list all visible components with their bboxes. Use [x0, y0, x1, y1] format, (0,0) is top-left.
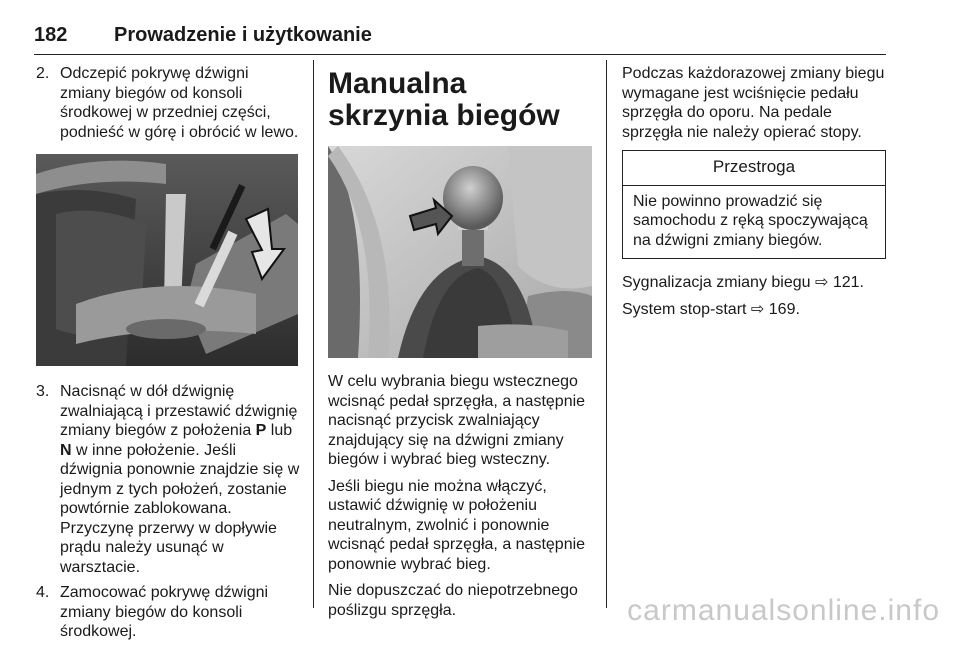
paragraph: W celu wybrania biegu wstecznego wcisnąć pedał sprzęgła, a następnie nacisnąć przycisk zwalniający znajdujący się na dźwigni zmiany biegów i wybrać bieg wsteczny. — [328, 373, 586, 468]
gear-position-n: N — [60, 441, 72, 459]
paragraph: Nie dopuszczać do niepotrzebnego poślizgu sprzęgła. — [328, 582, 578, 619]
column-divider — [606, 60, 607, 608]
step-text-part: w inne położenie. Jeśli dźwignia ponownie znajdzie się w jednym z tych położeń, zostanie powtórnie zablokowana. Przyczynę przerwy w dopływie prądu należy usunąć w warsztacie. — [60, 441, 300, 576]
column-divider — [313, 60, 314, 608]
step-4 — [36, 583, 300, 642]
step-2 — [36, 64, 300, 142]
manual-gear-lever-illustration — [328, 146, 592, 358]
caution-text: Nie powinno prowadzić się samochodu z ręką spoczywającą na dźwigni zmiany biegów. — [633, 192, 868, 249]
step-text: Zamocować pokrywę dźwigni zmiany biegów do konsoli środkowej. — [60, 584, 269, 640]
caution-title: Przestroga — [623, 151, 885, 186]
step-text — [60, 382, 300, 577]
page-header — [34, 24, 886, 55]
step-number: 2. — [36, 65, 50, 82]
cross-reference — [622, 300, 888, 320]
step-text-part: Nacisnąć w dół dźwignię zwalniającą i przestawić dźwignię zmiany biegów z położenia — [60, 383, 298, 439]
page-reference-arrow-icon: ⇨ — [750, 300, 765, 318]
cross-reference — [622, 273, 888, 293]
section-heading: Manualna skrzynia biegów — [328, 67, 560, 132]
column-2 — [328, 64, 594, 627]
step-text-part: lub — [266, 422, 293, 439]
page-title: Prowadzenie i użytkowanie — [114, 24, 372, 46]
step-number: 4. — [36, 584, 50, 601]
step-3 — [36, 382, 300, 577]
cross-reference-page: 121. — [828, 274, 864, 291]
caution-box — [622, 150, 886, 259]
watermark: carmanualsonline.info — [627, 594, 940, 627]
cross-reference-label: System stop-start — [622, 300, 751, 318]
cross-reference-page: 169. — [764, 300, 800, 318]
console-cover-removal-illustration — [36, 154, 298, 366]
page-reference-arrow-icon: ⇨ — [815, 274, 829, 291]
column-1 — [36, 64, 300, 648]
paragraph: Podczas każdorazowej zmiany biegu wymagane jest wciśnięcie pedału sprzęgła do oporu. Na pedale sprzęgła nie należy opierać stopy. — [622, 65, 885, 141]
gear-position-p: P — [255, 422, 267, 439]
column-3 — [622, 64, 888, 326]
step-text: Odczepić pokrywę dźwigni zmiany biegów od konsoli środkowej w przedniej części, podnieść w górę i obrócić w lewo. — [60, 65, 299, 141]
cross-reference-label: Sygnalizacja zmiany biegu — [622, 274, 815, 291]
page-number: 182 — [34, 24, 68, 46]
paragraph: Jeśli biegu nie można włączyć, ustawić dźwignię w położeniu neutralnym, zwolnić i ponownie wcisnąć pedał sprzęgła, a następnie ponownie wybrać bieg. — [328, 477, 586, 573]
step-number: 3. — [36, 383, 50, 400]
